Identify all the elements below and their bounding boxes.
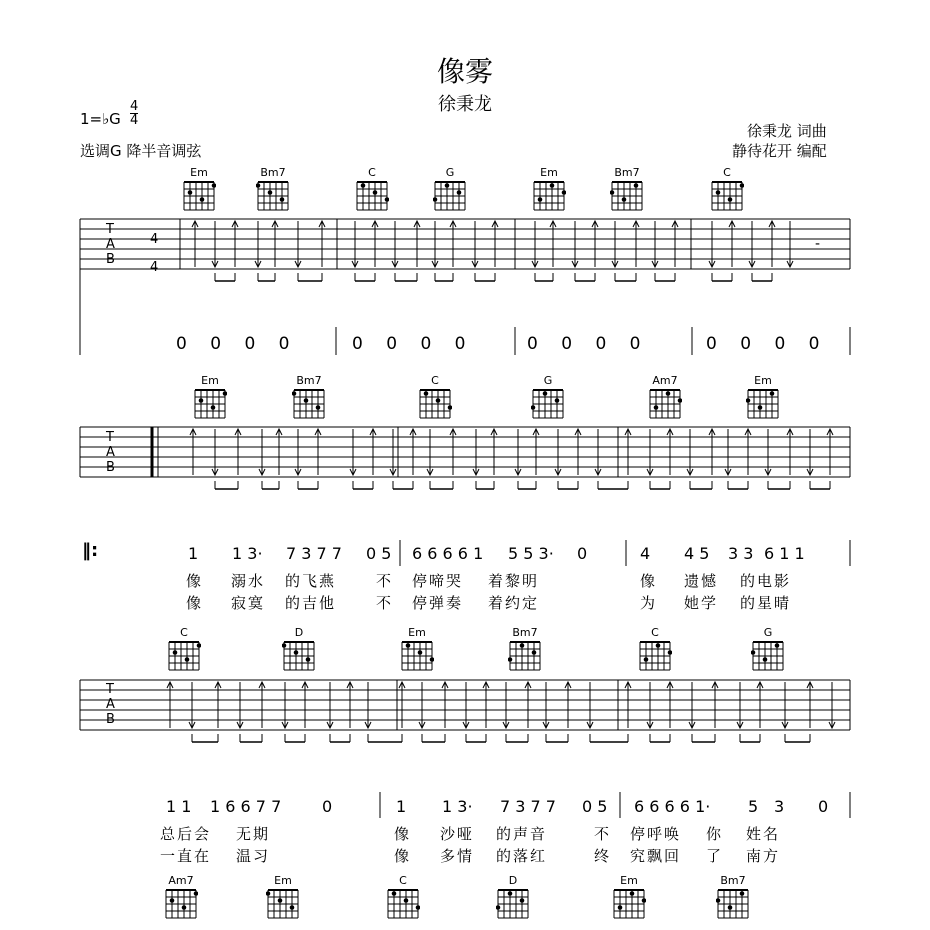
- chord-diagram-bm7: [292, 374, 326, 426]
- chord-diagram-c: [355, 166, 389, 218]
- melody-note: 0: [577, 544, 588, 563]
- lyric: 无期: [236, 825, 271, 843]
- chord-name: Bm7: [260, 166, 286, 179]
- repeat-start: ‖:: [82, 540, 99, 561]
- chord-name: Em: [274, 874, 292, 887]
- chord-diagram-am7: [648, 374, 682, 426]
- lyric: 不: [376, 594, 394, 612]
- melody-note: 5: [748, 797, 759, 816]
- chord-diagram-d: [496, 874, 530, 926]
- lyric: 了: [706, 847, 724, 865]
- lyric: 不: [594, 825, 612, 843]
- lyric: 究飘回: [630, 847, 682, 865]
- chord-diagram-em: [400, 626, 434, 678]
- chord-diagram-em: [612, 874, 646, 926]
- intro-bar-4: 0 0 0 0: [706, 334, 820, 354]
- lyric: 寂寞: [231, 594, 266, 612]
- lyric: 像: [640, 572, 658, 590]
- chord-name: G: [543, 374, 553, 387]
- melody-note: 4 5: [684, 544, 710, 563]
- melody-note: 1 3·: [442, 797, 473, 816]
- lyric: 南方: [746, 847, 781, 865]
- lyric: 像: [186, 572, 204, 590]
- intro-bar-1: 0 0 0 0: [176, 334, 290, 354]
- chord-name: Bm7: [296, 374, 322, 387]
- chord-diagram-g: [751, 626, 785, 678]
- lyric: 着黎明: [488, 572, 540, 590]
- chord-name: C: [399, 874, 407, 887]
- lyric: 温习: [236, 847, 271, 865]
- chord-name: Em: [408, 626, 426, 639]
- chord-diagram-g: [433, 166, 467, 218]
- rest-mark: -: [815, 236, 821, 252]
- tab-label: T A B: [106, 430, 115, 475]
- melody-note: 7 3 7 7: [500, 797, 556, 816]
- chord-diagram-bm7: [256, 166, 290, 218]
- chord-diagram-d: [282, 626, 316, 678]
- chord-diagram-am7: [164, 874, 198, 926]
- melody-note: 6 1 1: [764, 544, 805, 563]
- chord-name: Em: [190, 166, 208, 179]
- chord-name: Am7: [168, 874, 194, 887]
- melody-note: 1 1: [166, 797, 192, 816]
- chord-name: C: [651, 626, 659, 639]
- lyric: 你: [706, 825, 724, 843]
- tab-time-signature: 4 4: [150, 232, 159, 275]
- lyric: 像: [394, 847, 412, 865]
- chord-diagram-bm7: [508, 626, 542, 678]
- time-signature: 4 4: [130, 99, 139, 128]
- lyric: 像: [186, 594, 204, 612]
- melody-note: 4: [640, 544, 651, 563]
- melody-note: 0: [322, 797, 333, 816]
- lyric: 多情: [440, 847, 475, 865]
- lyric: 沙哑: [440, 825, 475, 843]
- lyric: 的吉他: [285, 594, 337, 612]
- chord-diagram-em: [532, 166, 566, 218]
- melody-note: 6 6 6 6 1·: [634, 797, 711, 816]
- credit-arrange: 静待花开 编配: [732, 142, 827, 160]
- melody-note: 0 5: [582, 797, 608, 816]
- chord-name: C: [180, 626, 188, 639]
- chord-diagram-c: [418, 374, 452, 426]
- chord-diagram-c: [167, 626, 201, 678]
- chord-diagram-c: [638, 626, 672, 678]
- lyric: 遗憾: [684, 572, 719, 590]
- chord-name: Em: [754, 374, 772, 387]
- chord-name: Em: [201, 374, 219, 387]
- melody-note: 6 6 6 6 1: [412, 544, 484, 563]
- chord-name: G: [445, 166, 455, 179]
- song-title: 像雾: [436, 55, 493, 88]
- chord-name: C: [368, 166, 376, 179]
- tab-label: T A B: [106, 222, 115, 267]
- lyric: 她学: [684, 594, 719, 612]
- chord-diagram-c: [710, 166, 744, 218]
- chord-diagram-em: [746, 374, 780, 426]
- lyric: 终: [594, 847, 612, 865]
- melody-note: 1 3·: [232, 544, 263, 563]
- chord-diagram-g: [531, 374, 565, 426]
- lyric: 停弹奏: [412, 594, 464, 612]
- key-signature: 1=♭G: [80, 110, 121, 128]
- lyric: 像: [394, 825, 412, 843]
- chord-name: G: [763, 626, 773, 639]
- chord-name: D: [294, 626, 304, 639]
- lyric: 为: [640, 594, 658, 612]
- chord-diagram-bm7: [610, 166, 644, 218]
- intro-bar-2: 0 0 0 0: [352, 334, 466, 354]
- chord-diagram-bm7: [716, 874, 750, 926]
- chord-diagram-em: [193, 374, 227, 426]
- chord-name: Am7: [652, 374, 678, 387]
- chord-name: Em: [620, 874, 638, 887]
- melody-note: 1 6 6 7 7: [210, 797, 282, 816]
- melody-note: 3 3: [728, 544, 754, 563]
- chord-name: C: [431, 374, 439, 387]
- melody-note: 0 5: [366, 544, 392, 563]
- lyric: 溺水: [231, 572, 266, 590]
- chord-name: Bm7: [614, 166, 640, 179]
- chord-diagram-c: [386, 874, 420, 926]
- lyric: 的飞燕: [285, 572, 337, 590]
- lyric: 的电影: [740, 572, 792, 590]
- chord-name: Em: [540, 166, 558, 179]
- tab-label: T A B: [106, 682, 115, 727]
- capo-info: 选调G 降半音调弦: [80, 142, 202, 160]
- lyric: 的星晴: [740, 594, 792, 612]
- chord-diagram-em: [266, 874, 300, 926]
- song-artist: 徐秉龙: [438, 94, 492, 115]
- melody-note: 0: [818, 797, 829, 816]
- lyric: 的声音: [496, 825, 548, 843]
- chord-name: Bm7: [720, 874, 746, 887]
- melody-note: 1: [396, 797, 407, 816]
- melody-note: 5 5 3·: [508, 544, 554, 563]
- lyric: 姓名: [746, 825, 781, 843]
- melody-note: 7 3 7 7: [286, 544, 342, 563]
- chord-name: D: [508, 874, 518, 887]
- melody-note: 1: [188, 544, 199, 563]
- chord-name: Bm7: [512, 626, 538, 639]
- chord-name: C: [723, 166, 731, 179]
- credit-lyrics-music: 徐秉龙 词曲: [747, 122, 827, 140]
- lyric: 一直在: [160, 847, 212, 865]
- melody-note: 3: [774, 797, 785, 816]
- chord-diagram-em: [182, 166, 216, 218]
- intro-bar-3: 0 0 0 0: [527, 334, 641, 354]
- lyric: 总后会: [160, 825, 212, 843]
- lyric: 停啼哭: [412, 572, 464, 590]
- lyric: 停呼唤: [630, 825, 682, 843]
- lyric: 着约定: [488, 594, 540, 612]
- lyric: 的落红: [496, 847, 548, 865]
- lyric: 不: [376, 572, 394, 590]
